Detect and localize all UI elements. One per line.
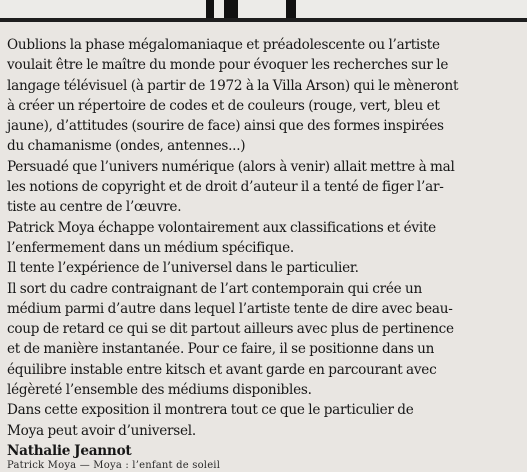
article-line: et de manière instantanée. Pour ce faire, il se positionne dans un (7, 341, 435, 358)
article-line: jaune), d’attitudes (sourire de face) ainsi que des formes inspirées (7, 118, 444, 135)
article-line: Persuadé que l’univers numérique (alors à venir) allait mettre à mal (7, 158, 455, 175)
article-line: Patrick Moya échappe volontairement aux classifications et évite (7, 219, 436, 236)
article-line: légèreté l’ensemble des médiums disponibles. (7, 382, 312, 399)
article-line: Oublions la phase mégalomaniaque et préadolescente ou l’artiste (7, 37, 440, 53)
article-line: du chamanisme (ondes, antennes...) (7, 138, 246, 155)
article-line: coup de retard ce qui se dit partout ailleurs avec plus de pertinence (7, 321, 454, 338)
article-line: médium parmi d’autre dans lequel l’artiste tente de dire avec beau- (7, 300, 453, 317)
article-body (7, 35, 521, 461)
article-line: Il sort du cadre contraignant de l’art contemporain qui crée un (7, 280, 423, 297)
article-line: à créer un répertoire de codes et de couleurs (rouge, vert, bleu et (7, 97, 440, 114)
article-line: langage télévisuel (à partir de 1972 à la Villa Arson) qui le mèneront (7, 77, 459, 94)
article-line: les notions de copyright et de droit d’auteur il a tenté de figer l’ar- (7, 179, 444, 196)
cut-off-caption: Patrick Moya — Moya : l’enfant de soleil (7, 460, 221, 471)
article-line: Il tente l’expérience de l’universel dans le particulier. (7, 260, 359, 277)
photo-bottom-edge (0, 18, 527, 22)
author-signature: Nathalie Jeannot (7, 442, 132, 459)
top-photo-strip (0, 0, 527, 22)
article-line: tiste au centre de l’œuvre. (7, 199, 182, 216)
article-line: équilibre instable entre kitsch et avant garde en parcourant avec (7, 361, 437, 378)
article-line: Dans cette exposition il montrera tout ce que le particulier de (7, 402, 414, 419)
article-line: voulait être le maître du monde pour évoquer les recherches sur le (7, 57, 449, 74)
article-line: l’enfermement dans un médium spécifique. (7, 239, 294, 256)
article-line: Moya peut avoir d’universel. (7, 422, 196, 439)
